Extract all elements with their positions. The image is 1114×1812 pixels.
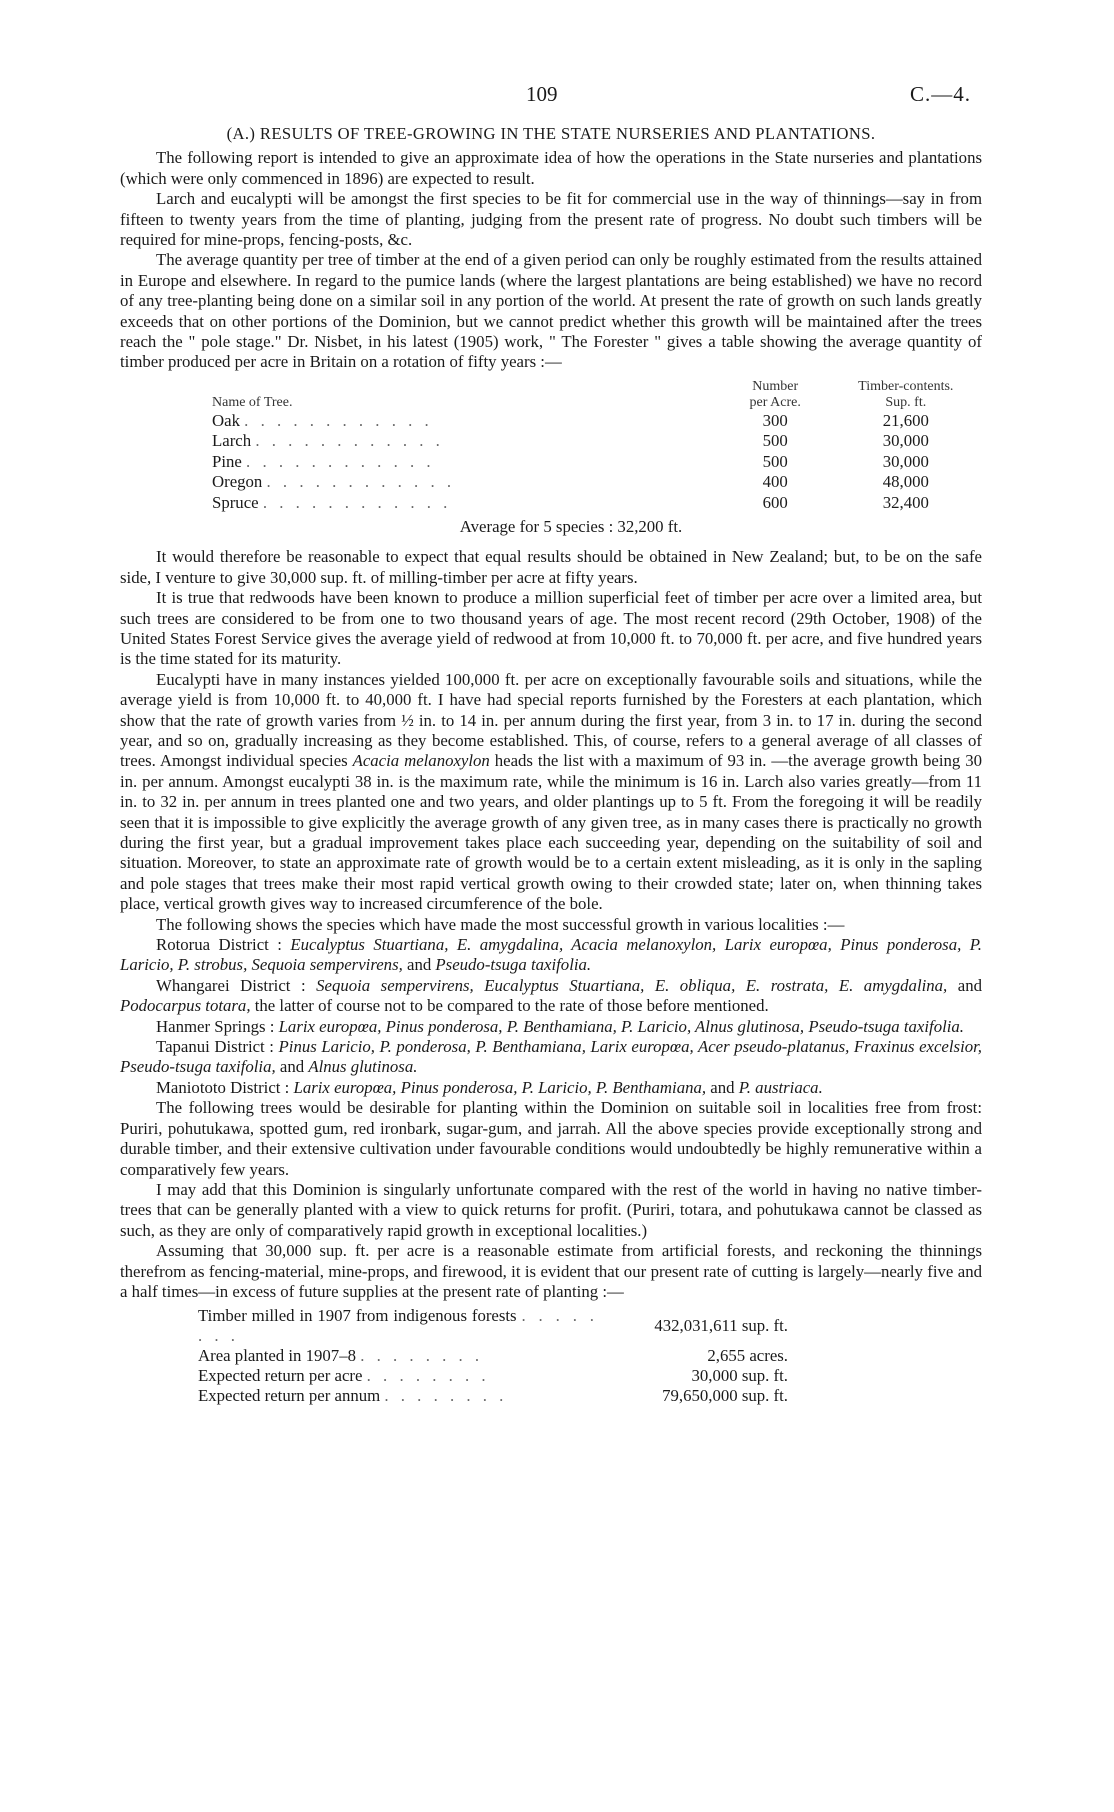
body-paragraph: Assuming that 30,000 sup. ft. per acre is a reasonable estimate from artificial forests, and reckoning the thinnings therefrom as fencing-material, mine-props, and firewood, it is evident that our present rate of cutting is largely—nearly five and a half times—in excess of future supplies at the present rate of planting :— — [120, 1241, 982, 1301]
intro-paragraph: Larch and eucalypti will be amongst the first species to be fit for commercial use in the way of thinnings—say in from fifteen to twenty years from the time of planting, judging from the present rate of progress. No doubt such timbers will be required for mine-props, fencing-posts, &c. — [120, 189, 982, 250]
intro-paragraph: The average quantity per tree of timber at the end of a given period can only be roughly estimated from the results attained in Europe and elsewhere. In regard to the pumice lands (where the largest plantations are being established) we have no record of any tree-planting being done on a similar soil in any portion of the world. At present the rate of growth on such lands greatly exceeds that on other portions of the Dominion, but we cannot predict whether this growth will be maintained after the trees reach the " pole stage." Dr. Nisbet, in his latest (1905) work, " The Forester " gives a table showing the average quantity of timber produced per acre in Britain on a rotation of fifty years :— — [120, 250, 982, 372]
leader-dots: . . . . . . . . — [384, 1386, 508, 1406]
leader-dots: . . . . . . . . . . . . — [255, 431, 444, 451]
table-row — [198, 1346, 788, 1366]
number-per-acre: 600 — [762, 492, 788, 512]
leader-dots: . . . . . . . . . . . . — [266, 472, 456, 492]
planting-summary-table — [198, 1306, 788, 1406]
species-name: Acacia melanoxylon — [352, 751, 490, 771]
locality-species: Larix europœa, Pinus ponderosa, P. Benthamiana, P. Laricio, Alnus glutinosa, Pseudo-tsuga taxifolia. — [278, 1016, 964, 1036]
col-header-number-sub: per Acre. — [749, 394, 801, 410]
leader-dots: . . . . . . . . . . . . — [244, 410, 433, 430]
summary-value: 30,000 sup. ft. — [691, 1366, 788, 1386]
leader-dots: . . . . . . . . — [198, 1306, 598, 1346]
acacia-text-a: Amongst individual species — [155, 751, 353, 771]
col-header-number: Number — [752, 378, 799, 394]
table-average: Average for 5 species : 32,200 ft. — [459, 516, 683, 536]
number-per-acre: 300 — [762, 410, 788, 430]
locality-label: Rotorua District : — [156, 935, 291, 955]
number-per-acre: 400 — [762, 472, 788, 492]
number-per-acre: 500 — [762, 431, 788, 451]
summary-label: Area planted in 1907–8 — [198, 1346, 356, 1366]
locality-species-last: P. austriaca. — [738, 1077, 823, 1097]
timber-contents: 32,400 — [882, 492, 929, 512]
tree-name: Oregon — [212, 472, 263, 492]
body-paragraph: It is true that redwoods have been known to produce a million superficial feet of timber per acre over a limited area, but such trees are considered to be from one to two thousand years of age. The most recent record (29th October, 1908) of the United States Forest Service gives the average yield of redwood at from 10,000 ft. to 70,000 ft. per acre, and five hundred years is the time stated for its maturity. — [120, 588, 982, 669]
locality-entry — [120, 1037, 982, 1078]
tree-name: Larch — [212, 431, 252, 451]
table-row — [120, 431, 982, 451]
summary-label: Expected return per acre — [198, 1366, 363, 1386]
locality-conjunction: and — [275, 1057, 309, 1077]
timber-contents: 30,000 — [882, 431, 929, 451]
tree-name: Oak — [212, 410, 240, 430]
locality-species: Sequoia sempervirens, Eucalyptus Stuartiana, E. obliqua, E. rostrata, E. amygdalina, — [316, 975, 948, 995]
locality-entry — [120, 935, 982, 976]
locality-entry — [120, 1078, 982, 1098]
table-header-row — [120, 379, 982, 395]
locality-tail: the latter of course not to be compared to the rate of those before mentioned. — [250, 996, 769, 1016]
document-body — [120, 124, 982, 1406]
locality-entry — [120, 1017, 982, 1037]
summary-label: Expected return per annum — [198, 1386, 381, 1406]
leader-dots: . . . . . . . . . . . . — [246, 451, 435, 471]
locality-entry — [120, 976, 982, 1017]
leader-dots: . . . . . . . . — [360, 1346, 484, 1366]
locality-label: Maniototo District : — [156, 1077, 294, 1097]
section-title: (A.) RESULTS OF TREE-GROWING IN THE STATE NURSERIES AND PLANTATIONS. — [226, 124, 876, 143]
summary-label: Timber milled in 1907 from indigenous forests — [198, 1306, 517, 1326]
acacia-text-c: heads the list with a maximum of 93 in. —the average growth being 30 in. per annum. Amongst eucalypti 38 in. is the maximum rate, while the minimum is 16 in. Larch also varies greatly—from 11 in. to 32 in. per annum in trees planted one and two years, and older plantings up to 5 ft. From the foregoing it will be readily seen that it is impossible to give explicitly the average growth of any given tree, as in many cases there is practically no growth during the first year, but a gradual improvement takes place each succeeding year, depending on the suitability of soil and situation. Moreover, to state an approximate rate of growth would be to a certain extent misleading, as it is only in the sapling and pole stages that trees make their most rapid vertical growth owing to their crowded state; later on, when thinning takes place, vertical growth gives way to increased circumference of the bole. — [120, 751, 983, 914]
locality-label: Whangarei District : — [156, 975, 317, 995]
locality-species-last: Pseudo-tsuga taxifolia. — [435, 955, 592, 975]
locality-label: Tapanui District : — [156, 1037, 279, 1057]
body-paragraph: The following trees would be desirable for planting within the Dominion on suitable soil in localities free from frost: Puriri, pohutukawa, spotted gum, red ironbark, sugar-gum, and jarrah. All the above species provide exceptionally strong and durable timber, and their extensive cultivation under favourable conditions would undoubtedly be highly remunerative within a comparatively few years. — [120, 1098, 982, 1179]
document-code: C.—4. — [910, 82, 972, 106]
table-row — [198, 1366, 788, 1386]
table-row — [120, 493, 982, 513]
timber-contents: 48,000 — [882, 472, 929, 492]
locality-species: Larix europœa, Pinus ponderosa, P. Laricio, P. Benthamiana, — [293, 1077, 707, 1097]
locality-species: Pinus Laricio, P. ponderosa, P. Benthamiana, Larix europœa, Acer pseudo-platanus, Fraxinus excelsior, Pseudo-tsuga taxifolia, — [120, 1037, 982, 1077]
localities-intro: The following shows the species which have made the most successful growth in various localities :— — [156, 914, 845, 934]
locality-species: Eucalyptus Stuartiana, E. amygdalina, Acacia melanoxylon, Larix europœa, Pinus ponderosa, P. Laricio, P. strobus, Sequoia sempervirens, — [120, 935, 982, 975]
timber-contents: 21,600 — [882, 410, 929, 430]
tree-yield-table — [120, 379, 982, 513]
intro-paragraph: The following report is intended to give an approximate idea of how the operations in the State nurseries and plantations (which were only commenced in 1896) are expected to result. — [120, 148, 982, 188]
eucalypti-text: Eucalypti have in many instances yielded 100,000 ft. per acre on exceptionally favourable soils and situations, while the average yield is from 10,000 ft. to 40,000 ft. I have had special reports furnished by the Foresters at each plantation, which show that the rate of growth varies from ½ in. to 14 in. per annum during the first year, from 3 in. to 17 in. during the second year, and so on, gradually increasing as they become established. This, of course, refers to a general average of all classes of trees. — [120, 669, 982, 771]
tree-name: Pine — [212, 451, 242, 471]
summary-value: 432,031,611 sup. ft. — [654, 1316, 788, 1336]
locality-conjunction: and — [947, 975, 982, 995]
locality-conjunction: and — [402, 955, 436, 975]
col-header-timber-sub: Sup. ft. — [885, 394, 927, 410]
tree-name: Spruce — [212, 492, 259, 512]
summary-value: 2,655 acres. — [707, 1346, 788, 1366]
body-paragraph: I may add that this Dominion is singularly unfortunate compared with the rest of the world in having no native timber-trees that can be generally planted with a view to quick returns for profit. (Puriri, totara, and pohutukawa cannot be classed as such, as they are only of comparatively rapid growth in exceptional localities.) — [120, 1179, 982, 1240]
table-row — [120, 472, 982, 492]
locality-species-last: Podocarpus totara, — [120, 996, 251, 1016]
page-number: 109 — [526, 82, 558, 106]
number-per-acre: 500 — [762, 451, 788, 471]
summary-value: 79,650,000 sup. ft. — [662, 1386, 788, 1406]
locality-conjunction: and — [706, 1077, 739, 1097]
body-paragraph — [120, 670, 982, 915]
table-row — [198, 1306, 788, 1346]
locality-species-last: Alnus glutinosa. — [308, 1057, 418, 1077]
table-row — [198, 1386, 788, 1406]
col-header-timber: Timber-contents. — [858, 378, 954, 394]
timber-contents: 30,000 — [882, 451, 929, 471]
leader-dots: . . . . . . . . . . . . — [262, 492, 452, 512]
body-paragraph: It would therefore be reasonable to expect that equal results should be obtained in New Zealand; but, to be on the safe side, I venture to give 30,000 sup. ft. of milling-timber per acre at fifty years. — [120, 547, 982, 587]
col-header-name: Name of Tree. — [212, 394, 293, 410]
locality-label: Hanmer Springs : — [156, 1016, 279, 1036]
table-row — [120, 411, 982, 431]
table-row — [120, 452, 982, 472]
leader-dots: . . . . . . . . — [366, 1366, 490, 1386]
